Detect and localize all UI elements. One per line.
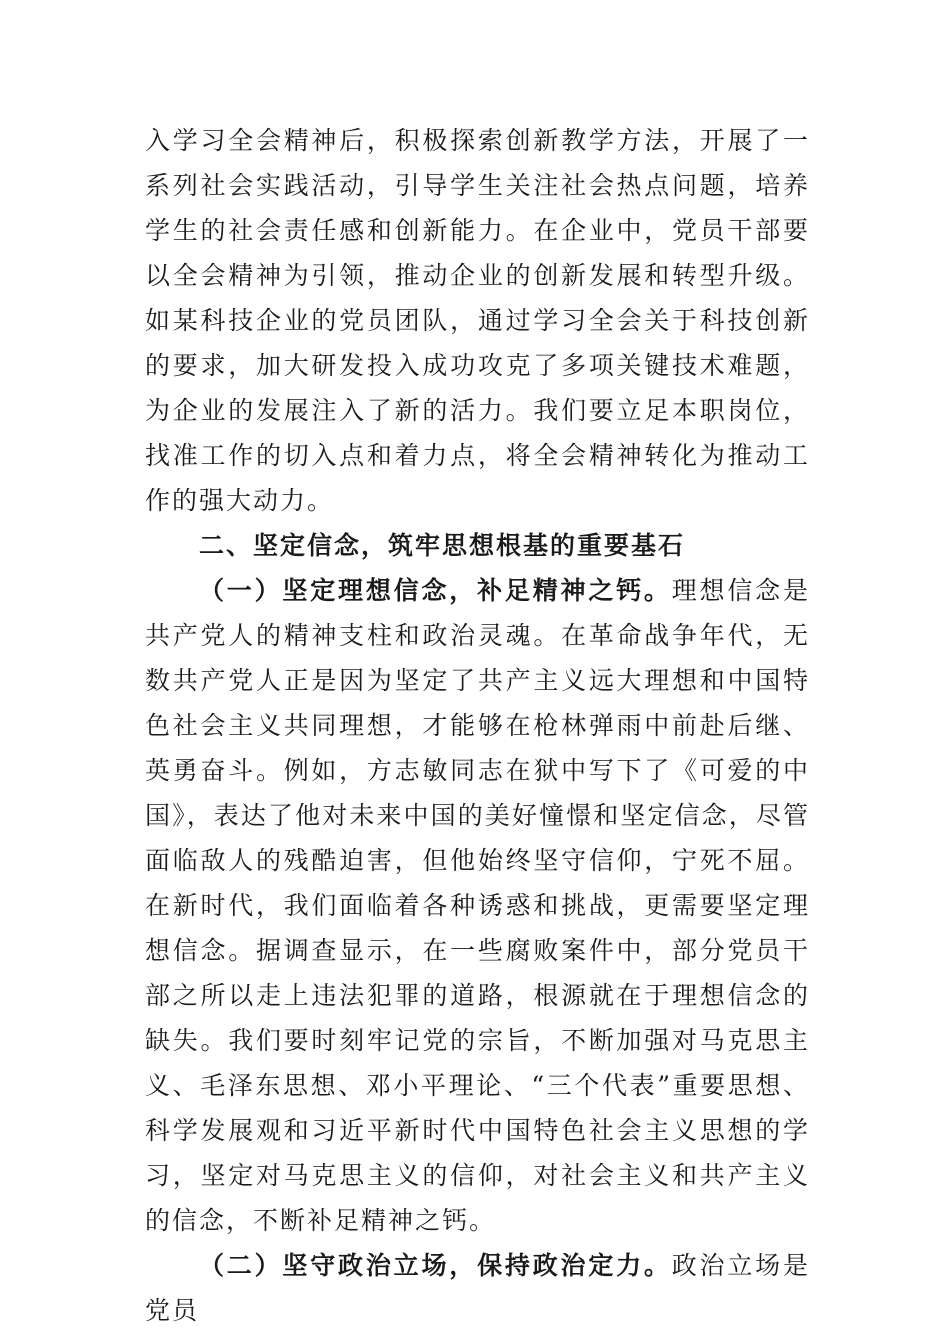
subsection-lead-2: （二）坚守政治立场，保持政治定力。 — [199, 1251, 672, 1280]
paragraph-ideals-text: 理想信念是共产党人的精神支柱和政治灵魂。在革命战争年代，无数共产党人正是因为坚定了共产主义远大理想和中国特色社会主义共同理想，才能够在枪林弹雨中前赴后继、英勇奋斗。例如，方志敏同志在狱中写下了《可爱的中国》，表达了他对未来中国的美好憧憬和坚定信念，尽管面临敌人的残酷迫害，但他始终坚守信仰，宁死不屈。在新时代，我们面临着各种诱惑和挑战，更需要坚定理想信念。据调查显示，在一些腐败案件中，部分党员干部之所以走上违法犯罪的道路，根源就在于理想信念的缺失。我们要时刻牢记党的宗旨，不断加强对马克思主义、毛泽东思想、邓小平理论、“三个代表”重要思想、科学发展观和习近平新时代中国特色社会主义思想的学习，坚定对马克思主义的信仰，对社会主义和共产主义的信念，不断补足精神之钙。 — [145, 576, 810, 1235]
section-heading: 二、坚定信念，筑牢思想根基的重要基石 — [199, 531, 686, 560]
paragraph-political-stance-text: 政治立场是党员 — [145, 1251, 810, 1325]
paragraph-ideals — [145, 568, 810, 1243]
document-body — [145, 118, 810, 1333]
paragraph-political-stance — [145, 1243, 810, 1333]
paragraph-continuation: 入学习全会精神后，积极探索创新教学方法，开展了一系列社会实践活动，引导学生关注社会热点问题，培养学生的社会责任感和创新能力。在企业中，党员干部要以全会精神为引领，推动企业的创新发展和转型升级。如某科技企业的党员团队，通过学习全会关于科技创新的要求，加大研发投入成功攻克了多项关键技术难题，为企业的发展注入了新的活力。我们要立足本职岗位，找准工作的切入点和着力点，将全会精神转化为推动工作的强大动力。 — [145, 126, 810, 515]
subsection-lead-1: （一）坚定理想信念，补足精神之钙。 — [199, 576, 672, 605]
